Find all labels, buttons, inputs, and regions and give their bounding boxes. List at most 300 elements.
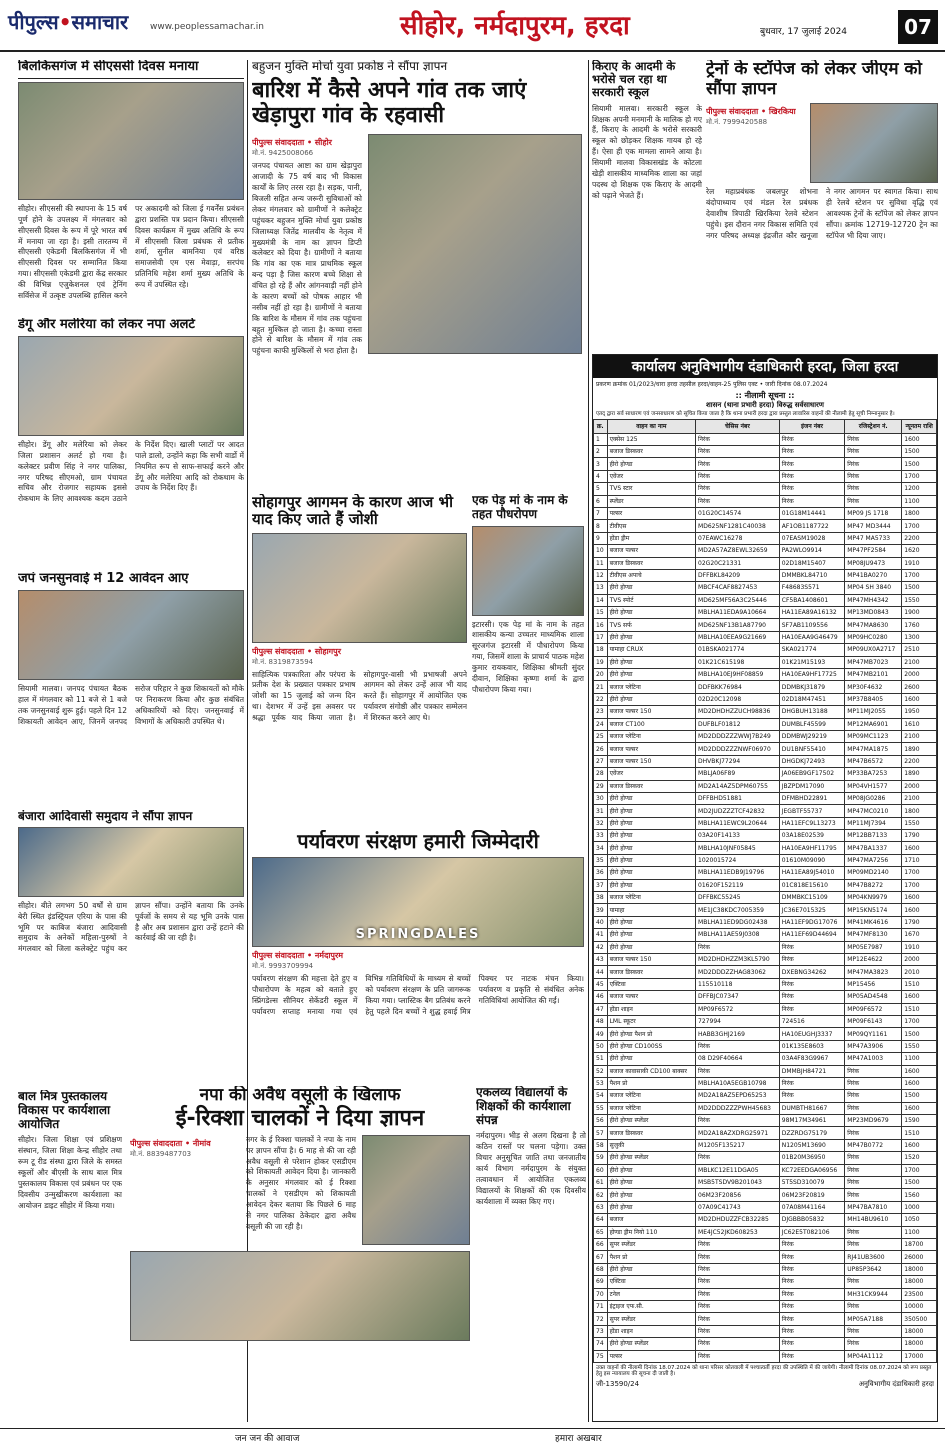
table-cell: MBLHA11ED9DG02438 xyxy=(696,916,780,928)
byline: पीपुल्स संवाददाता • सीहोर xyxy=(252,138,332,148)
table-cell: हीरो होण्डा CD100SS xyxy=(607,1040,695,1052)
table-cell: 1700 xyxy=(902,520,937,532)
table-cell: होंडा ड्रीम xyxy=(607,532,695,544)
table-cell: 1890 xyxy=(902,743,937,755)
table-cell: 32 xyxy=(594,817,608,829)
table-cell: MP09MC1123 xyxy=(845,730,902,742)
table-cell: DFFBKC55245 xyxy=(696,892,780,904)
notice-ref: जी-13590/24 xyxy=(596,1380,640,1389)
table-row xyxy=(594,743,937,755)
table-row xyxy=(594,1189,937,1201)
table-cell: निरंक xyxy=(696,1300,780,1312)
table-cell: 50 xyxy=(594,1040,608,1052)
table-cell: 1100 xyxy=(902,1226,937,1238)
table-cell: MD625MF56A3C25446 xyxy=(696,594,780,606)
table-cell: MP47A1003 xyxy=(845,1053,902,1065)
table-column-header: क्र. xyxy=(594,419,608,433)
table-cell: MP04 SH 3840 xyxy=(845,582,902,594)
table-cell: MP12E4622 xyxy=(845,954,902,966)
table-cell: 33 xyxy=(594,830,608,842)
table-cell: 66 xyxy=(594,1238,608,1250)
table-cell: निरंक xyxy=(845,1189,902,1201)
table-cell: हीरो होण्डा स्प्लेंडर xyxy=(607,1338,695,1350)
table-cell: हीरो होण्डा xyxy=(607,669,695,681)
table-cell: निरंक xyxy=(779,1325,844,1337)
table-cell: 67 xyxy=(594,1251,608,1263)
article-jansunvai xyxy=(18,572,244,807)
table-cell: HA10EUGHJ3337 xyxy=(779,1028,844,1040)
table-cell: निरंक xyxy=(779,1077,844,1089)
table-cell: 1910 xyxy=(902,941,937,953)
table-cell: TVS स्टार xyxy=(607,483,695,495)
article-trains xyxy=(706,60,938,350)
table-cell: MSB5TSDV9B201043 xyxy=(696,1177,780,1189)
table-cell: MP09F6143 xyxy=(845,1015,902,1027)
table-cell: 2100 xyxy=(902,792,937,804)
table-cell: DXEBNG34262 xyxy=(779,966,844,978)
news-photo xyxy=(18,336,244,436)
table-cell: 2200 xyxy=(902,755,937,767)
news-photo xyxy=(810,103,938,183)
news-photo xyxy=(368,134,582,354)
reporter-mobile: मो.नं. 7999420588 xyxy=(706,118,768,127)
article-ekalavya xyxy=(476,1086,586,1420)
table-cell: 06M23F20819 xyxy=(779,1189,844,1201)
table-cell: MP47B6572 xyxy=(845,755,902,767)
table-cell: MP47B0772 xyxy=(845,1139,902,1151)
table-row xyxy=(594,1177,937,1189)
table-row xyxy=(594,1102,937,1114)
table-cell: 07EAWC16278 xyxy=(696,532,780,544)
table-cell: 03A4F83G9967 xyxy=(779,1053,844,1065)
table-cell: MP12BB7133 xyxy=(845,830,902,842)
table-cell: MP47MB2101 xyxy=(845,669,902,681)
table-cell: 40 xyxy=(594,916,608,928)
table-row xyxy=(594,1152,937,1164)
table-column-header: वाहन का नाम xyxy=(607,419,695,433)
table-cell: DMMBKL84710 xyxy=(779,569,844,581)
table-cell: HA11EF9DG17076 xyxy=(779,916,844,928)
table-cell: 1600 xyxy=(902,842,937,854)
table-cell: 1520 xyxy=(902,1152,937,1164)
table-row xyxy=(594,483,937,495)
table-cell: निरंक xyxy=(696,1325,780,1337)
table-cell: 1910 xyxy=(902,557,937,569)
table-cell: 20 xyxy=(594,669,608,681)
table-cell: निरंक xyxy=(779,1350,844,1362)
table-cell: हीरो होण्डा xyxy=(607,842,695,854)
table-cell: निरंक xyxy=(696,1115,780,1127)
table-cell: बजाज पल्सर 150 xyxy=(607,755,695,767)
table-cell: निरंक xyxy=(696,458,780,470)
table-cell: बजाज प्लेटिना xyxy=(607,892,695,904)
table-cell: MBLHA11EWC9L20644 xyxy=(696,817,780,829)
table-cell: 1100 xyxy=(902,1053,937,1065)
table-cell: MD625NF13B1A87790 xyxy=(696,619,780,631)
table-cell: 115510118 xyxy=(696,978,780,990)
table-cell: MP09UX0A2717 xyxy=(845,644,902,656)
table-row xyxy=(594,1028,937,1040)
table-cell: बजाज डिस्कवर xyxy=(607,557,695,569)
table-cell: LML स्कूटर xyxy=(607,1015,695,1027)
table-cell: हीरो होण्डा xyxy=(607,916,695,928)
table-cell: बजाज पल्सर 150 xyxy=(607,706,695,718)
table-cell: KC72EEDGA06956 xyxy=(779,1164,844,1176)
table-cell: 1550 xyxy=(902,1040,937,1052)
footer-slogan-right: हमारा अखबार xyxy=(555,1434,602,1444)
table-cell: 1790 xyxy=(902,830,937,842)
table-cell: निरंक xyxy=(845,1325,902,1337)
table-cell: MP09MD2140 xyxy=(845,867,902,879)
table-cell: निरंक xyxy=(696,445,780,457)
table-cell: निरंक xyxy=(779,941,844,953)
table-cell: 01C818E15610 xyxy=(779,879,844,891)
table-cell: DFFBJC07347 xyxy=(696,991,780,1003)
table-column-header: न्यूनतम राशि xyxy=(902,419,937,433)
table-cell: 28 xyxy=(594,768,608,780)
table-cell: होंडा शाइन xyxy=(607,1325,695,1337)
table-row xyxy=(594,1065,937,1077)
headline: जपं जनसुनवाई में 12 आवेदन आए xyxy=(18,572,189,586)
table-cell: सुपर स्प्लेंडर xyxy=(607,1238,695,1250)
table-cell: 10000 xyxy=(902,1300,937,1312)
table-cell: 14 xyxy=(594,594,608,606)
table-cell: MBLHA11EDA9A10664 xyxy=(696,607,780,619)
table-cell: 44 xyxy=(594,966,608,978)
table-cell: N1205M13690 xyxy=(779,1139,844,1151)
table-row xyxy=(594,954,937,966)
table-row xyxy=(594,1090,937,1102)
table-cell: 30 xyxy=(594,792,608,804)
table-cell: DFFBHD51881 xyxy=(696,792,780,804)
table-cell: MP09 JS 1718 xyxy=(845,507,902,519)
table-row xyxy=(594,669,937,681)
table-cell: 18000 xyxy=(902,1276,937,1288)
table-cell: पैशन प्रो xyxy=(607,1251,695,1263)
table-cell: निरंक xyxy=(845,1152,902,1164)
table-cell: निरंक xyxy=(845,458,902,470)
table-cell: निरंक xyxy=(845,1276,902,1288)
table-row xyxy=(594,1053,937,1065)
table-row xyxy=(594,532,937,544)
table-row xyxy=(594,1226,937,1238)
table-cell: 1050 xyxy=(902,1214,937,1226)
news-photo xyxy=(18,590,244,680)
auction-notice xyxy=(592,354,938,1422)
article-body: सियामी मालवा। जनपद पंचायत बैठक हाल में मंगलवार को 11 बजे से 1 बजे तक जनसुनवाई शुरू हुई। पहले दिन 12 शिकायती आवेदन आए, जिनमें जनपद सरोज परिहार ने कुछ शिकायतों को मौके पर निराकरण किया और कुछ संबंधित अधिकारियों को दिए। जनसुनवाई में विभागों के अधिकारी उपस्थित थे। xyxy=(18,683,244,726)
table-cell: 1500 xyxy=(902,1028,937,1040)
headline: बिलकिसगंज में सीएससी दिवस मनाया xyxy=(18,60,244,79)
table-row xyxy=(594,792,937,804)
table-cell: 38 xyxy=(594,892,608,904)
table-cell: बजाज डिस्कवर xyxy=(607,1127,695,1139)
table-row xyxy=(594,879,937,891)
table-cell: MP08JG0286 xyxy=(845,792,902,804)
table-row xyxy=(594,1338,937,1350)
table-cell: निरंक xyxy=(845,470,902,482)
table-cell: निरंक xyxy=(845,1090,902,1102)
table-cell: 19 xyxy=(594,656,608,668)
table-cell: 01K21C615198 xyxy=(696,656,780,668)
table-cell: MBLKC12E11DGA05 xyxy=(696,1164,780,1176)
table-body xyxy=(594,433,937,1362)
table-cell: 1500 xyxy=(902,458,937,470)
article-dengue xyxy=(18,318,244,568)
table-cell: इंट्राइज एफ.सी. xyxy=(607,1300,695,1312)
table-cell: 1700 xyxy=(902,470,937,482)
table-cell: MP41MK4616 xyxy=(845,916,902,928)
table-cell: 1510 xyxy=(902,1127,937,1139)
table-cell: 55 xyxy=(594,1102,608,1114)
table-cell: 57 xyxy=(594,1127,608,1139)
table-cell: 2000 xyxy=(902,669,937,681)
table-cell: SKA021774 xyxy=(779,644,844,656)
table-row xyxy=(594,755,937,767)
table-cell: 54 xyxy=(594,1090,608,1102)
notice-footer: उक्त वाहनों की नीलामी दिनांक 18.07.2024 को थाना परिसर कोतवाली में पश्चात्वर्ती हरदा की उपस्थिति में की जायेगी। नीलामी दिनांक 08.07.2024 को रूप प्रस्तुत हेतु इस न्यायालय की सूचना दी जाती है। xyxy=(596,1364,932,1378)
table-cell: DHGBUH13188 xyxy=(779,706,844,718)
table-row xyxy=(594,1300,937,1312)
table-cell: MP11MJ7394 xyxy=(845,817,902,829)
table-cell: HA10EAA9G46479 xyxy=(779,631,844,643)
table-cell: MBLHA10JNF05845 xyxy=(696,842,780,854)
headline: एक पेड़ मां के नाम के तहत पौधरोपण xyxy=(472,494,568,521)
table-cell: 1020015724 xyxy=(696,854,780,866)
table-cell: 724516 xyxy=(779,1015,844,1027)
table-cell: MP23MD9679 xyxy=(845,1115,902,1127)
table-cell: हीरो होण्डा xyxy=(607,1164,695,1176)
table-cell: 18 xyxy=(594,644,608,656)
table-cell: HA11EA89J54010 xyxy=(779,867,844,879)
table-cell: निरंक xyxy=(845,1077,902,1089)
table-row xyxy=(594,978,937,990)
table-cell: 59 xyxy=(594,1152,608,1164)
table-row xyxy=(594,1288,937,1300)
table-cell: 1600 xyxy=(902,904,937,916)
table-cell: DUFBLF01812 xyxy=(696,718,780,730)
table-cell: 74 xyxy=(594,1338,608,1350)
table-cell: टीवीएस xyxy=(607,520,695,532)
table-column-header: इंजन नंबर xyxy=(779,419,844,433)
table-cell: हीरो होण्डा xyxy=(607,631,695,643)
table-row xyxy=(594,1251,937,1263)
table-cell: MP47BA1337 xyxy=(845,842,902,854)
table-row xyxy=(594,1040,937,1052)
article-body: सियामी मालवा। सरकारी स्कूल के शिक्षक अपनी मनमानी के मालिक हो गए हैं, किराए के आदमी के भरोसे सरकारी स्कूल को छोड़कर शिक्षक गायब हो रहे हैं। ऐसा ही एक मामला सामने आया है। सियामी मालवा विकासखंड के कोटला खेड़ी शासकीय माध्यमिक शाला का जहां पदस्थ दो शिक्षक एक किराए के आदमी को पढ़ाने भेजते हैं। xyxy=(592,103,702,200)
page-footer xyxy=(0,1428,945,1445)
table-cell: 62 xyxy=(594,1189,608,1201)
table-cell: MD2DHDUZZFCB32285 xyxy=(696,1214,780,1226)
table-cell: सुपर स्प्लेंडर xyxy=(607,1313,695,1325)
article-sohagpur xyxy=(252,494,467,824)
table-cell: MD2DHDHZZUCH98836 xyxy=(696,706,780,718)
table-cell: हीरो होण्डा xyxy=(607,1053,695,1065)
logo-right: समाचार xyxy=(71,10,129,34)
table-cell: 49 xyxy=(594,1028,608,1040)
table-cell: MD2A57AZ8EWL32659 xyxy=(696,545,780,557)
table-cell: 34 xyxy=(594,842,608,854)
article-body: नगर के ई रिक्शा चालकों ने नपा के नाम पर ज्ञापन सौंपा है। 6 माह से की जा रही अवैध वसूली से परेशान होकर एसडीएम को शिकायती आवेदन दिया है। जानकारी के अनुसार मंगलवार को ई रिक्शा चालकों ने एसडीएम को शिकायती आवेदन देकर बताया कि पिछले 6 माह से नगर पालिका ठेकेदार द्वारा अवैध वसूली की जा रही है। xyxy=(246,1134,356,1231)
article-khedapura xyxy=(252,60,582,490)
table-cell: DDMBWJ29219 xyxy=(779,730,844,742)
table-cell: 25 xyxy=(594,730,608,742)
table-cell: 1600 xyxy=(902,1102,937,1114)
table-cell: MBLJA06F89 xyxy=(696,768,780,780)
table-cell: DUMBTH81667 xyxy=(779,1102,844,1114)
table-row xyxy=(594,718,937,730)
kicker: नपा की अवैध वसूली के खिलाफ xyxy=(199,1086,401,1105)
table-cell: हीरो होण्डा xyxy=(607,830,695,842)
page-number: 07 xyxy=(898,10,938,44)
table-cell: CF5BA1408601 xyxy=(779,594,844,606)
table-cell: निरंक xyxy=(779,1313,844,1325)
photo-banner-text: SPRINGDALES xyxy=(355,927,481,942)
table-cell: हीरो होण्डा xyxy=(607,805,695,817)
table-cell: 1800 xyxy=(902,805,937,817)
newspaper-logo: पीपुल्स•समाचार xyxy=(8,10,129,34)
table-cell: निरंक xyxy=(845,1177,902,1189)
table-row xyxy=(594,594,937,606)
table-cell: 1600 xyxy=(902,1065,937,1077)
table-cell: 56 xyxy=(594,1115,608,1127)
table-cell: निरंक xyxy=(779,495,844,507)
table-cell: निरंक xyxy=(696,433,780,445)
table-cell: 01620F152119 xyxy=(696,879,780,891)
table-cell: हीरो होण्डा स्प्लेंडर xyxy=(607,1152,695,1164)
table-cell: 72 xyxy=(594,1313,608,1325)
table-cell: निरंक xyxy=(779,1251,844,1263)
table-cell: 53 xyxy=(594,1077,608,1089)
notice-signature: अनुविभागीय दंडाधिकारी हरदा xyxy=(858,1380,934,1389)
table-cell: MP09F6572 xyxy=(696,1003,780,1015)
table-cell: JA06EB9GF17502 xyxy=(779,768,844,780)
table-cell: 71 xyxy=(594,1300,608,1312)
table-cell: MP15KN5174 xyxy=(845,904,902,916)
table-cell: 24 xyxy=(594,718,608,730)
table-cell: बजाज CT100 xyxy=(607,718,695,730)
table-row xyxy=(594,1003,937,1015)
table-cell: निरंक xyxy=(845,445,902,457)
table-cell: HA11EFC9L13273 xyxy=(779,817,844,829)
table-cell: निरंक xyxy=(779,1238,844,1250)
table-cell: होण्डा ड्रीम नियो 110 xyxy=(607,1226,695,1238)
table-cell: MP09QY1161 xyxy=(845,1028,902,1040)
table-row xyxy=(594,854,937,866)
table-row xyxy=(594,681,937,693)
table-cell: बजाज पल्सर 150 xyxy=(607,954,695,966)
vehicle-table xyxy=(593,419,937,1363)
table-cell: DZZRDG75179 xyxy=(779,1127,844,1139)
table-row xyxy=(594,619,937,631)
table-cell: बजाज डिस्कवर xyxy=(607,780,695,792)
table-cell: हीरो होण्डा स्प्लेंडर xyxy=(607,1115,695,1127)
table-cell: 1890 xyxy=(902,768,937,780)
notice-heading: :: नीलामी सूचना :: xyxy=(735,391,795,400)
table-row xyxy=(594,557,937,569)
table-cell: MP05AD4548 xyxy=(845,991,902,1003)
logo-left: पीपुल्स xyxy=(8,10,59,34)
table-cell: निरंक xyxy=(696,1040,780,1052)
table-cell: MP04A1112 xyxy=(845,1350,902,1362)
table-row xyxy=(594,1015,937,1027)
table-cell: 2200 xyxy=(902,532,937,544)
table-cell: हीरो होण्डा xyxy=(607,1263,695,1275)
table-cell: MP47BA7810 xyxy=(845,1201,902,1213)
table-cell: 39 xyxy=(594,904,608,916)
table-cell: 1100 xyxy=(902,495,937,507)
table-cell: MD625NF1281C40038 xyxy=(696,520,780,532)
table-cell: निरंक xyxy=(696,941,780,953)
table-cell: 08 D29F40664 xyxy=(696,1053,780,1065)
article-body: नर्मदापुरम। भीड़ से अलग दिखना है तो कठिन रास्तों पर चलना पड़ेगा। उक्त विचार अनुसूचित जाति तथा जनजातीय कार्य विभाग नर्मदापुरम के संयुक्त तत्वावधान में आयोजित एकलव्य विद्यालयों के शिक्षकों की एक दिवसीय कार्यशाला में व्यक्त किए गए। xyxy=(476,1131,586,1206)
table-cell: HA11EF69D44694 xyxy=(779,929,844,941)
table-cell: MP12MA6901 xyxy=(845,718,902,730)
table-cell: टनेल xyxy=(607,1288,695,1300)
table-cell: MP47 MA5733 xyxy=(845,532,902,544)
table-cell: SF7AB1109556 xyxy=(779,619,844,631)
table-cell: 61 xyxy=(594,1177,608,1189)
table-row xyxy=(594,966,937,978)
table-cell: 01K135E8603 xyxy=(779,1040,844,1052)
table-cell: निरंक xyxy=(696,470,780,482)
news-photo-2 xyxy=(130,1251,470,1341)
table-cell: JC36E7015325 xyxy=(779,904,844,916)
table-cell: 01G20C14574 xyxy=(696,507,780,519)
table-cell: 36 xyxy=(594,867,608,879)
table-cell: 1550 xyxy=(902,817,937,829)
headline: बंजारा आदिवासी समुदाय ने सौंपा ज्ञापन xyxy=(18,810,193,823)
table-row xyxy=(594,1115,937,1127)
table-cell: 01B20M36950 xyxy=(779,1152,844,1164)
table-cell: बजाज पल्सर xyxy=(607,545,695,557)
table-cell: 12 xyxy=(594,569,608,581)
table-row xyxy=(594,892,937,904)
table-cell: बजाज प्लेटिना xyxy=(607,1102,695,1114)
table-cell: 1510 xyxy=(902,978,937,990)
table-cell: एक्टिवा xyxy=(607,1276,695,1288)
website-url[interactable]: www.peoplessamachar.in xyxy=(150,22,264,32)
table-cell: बजाज प्लेटिना xyxy=(607,1090,695,1102)
table-cell: निरंक xyxy=(696,1251,780,1263)
table-cell: 26 xyxy=(594,743,608,755)
table-cell: MP11MJ2055 xyxy=(845,706,902,718)
table-row xyxy=(594,867,937,879)
table-cell: 1600 xyxy=(902,693,937,705)
article-library xyxy=(18,1090,122,1420)
table-cell: MP09F6572 xyxy=(845,1003,902,1015)
table-cell: निरंक xyxy=(779,991,844,1003)
table-cell: 1700 xyxy=(902,1164,937,1176)
table-cell: 2100 xyxy=(902,730,937,742)
table-cell: बजाज प्लेटिना xyxy=(607,730,695,742)
table-cell: सुजुकी xyxy=(607,1139,695,1151)
table-cell: RJ41UB3600 xyxy=(845,1251,902,1263)
article-body: पर्यावरण संरक्षण की महत्ता देते हुए व पौधारोपण के महत्व को बताते हुए स्प्रिंगडेल्स सीनियर सेकेंडरी स्कूल में पर्यावरण सप्ताह मनाया गया एवं विभिन्न गतिविधियों के माध्यम से बच्चों को पर्यावरण संरक्षण के प्रति जागरूक किया गया। प्लास्टिक बैग प्रतिबंध करने हेतु पहले दिन बच्चों ने शुद्ध हवाई मित्र पिक्चर पर नाटक मंचन किया। पर्यावरण व प्रकृति से संबंधित अनेक गतिविधियां आयोजित की गईं। xyxy=(252,974,584,1016)
table-cell: 01G18M14441 xyxy=(779,507,844,519)
column-divider xyxy=(588,60,589,1422)
table-cell: HABB3GHJ2169 xyxy=(696,1028,780,1040)
table-cell: निरंक xyxy=(696,1313,780,1325)
table-cell: JC62E5T082106 xyxy=(779,1226,844,1238)
table-cell: MP30F4632 xyxy=(845,681,902,693)
table-cell: 350500 xyxy=(902,1313,937,1325)
table-cell: 11 xyxy=(594,557,608,569)
article-silicity xyxy=(18,60,244,315)
table-cell: MD2DDDZZZWWJ7B249 xyxy=(696,730,780,742)
table-cell: निरंक xyxy=(779,1003,844,1015)
table-cell: 03A18E02539 xyxy=(779,830,844,842)
table-cell: 7 xyxy=(594,507,608,519)
